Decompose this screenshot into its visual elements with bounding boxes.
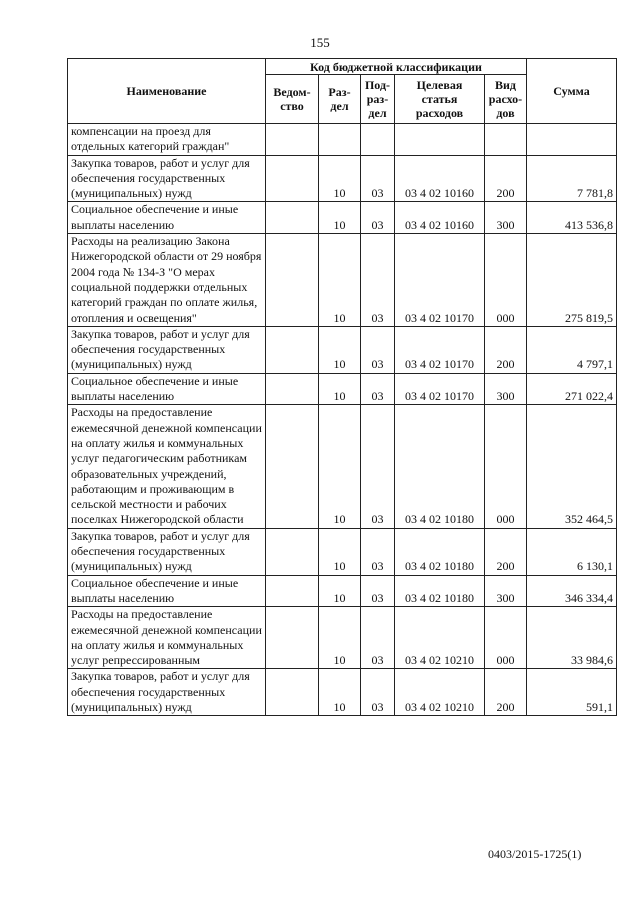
row-tsel: 03 4 02 10170: [395, 326, 485, 373]
header-vid: Вид расхо-дов: [485, 75, 527, 124]
row-podrazdel: 03: [361, 202, 395, 234]
row-podrazdel: 03: [361, 373, 395, 405]
table-row: [68, 155, 617, 202]
row-razdel: 10: [319, 326, 361, 373]
row-ved: [266, 669, 319, 716]
table-body: [68, 124, 617, 716]
table-row: [68, 528, 617, 575]
row-razdel: [319, 124, 361, 156]
row-vid: 200: [485, 528, 527, 575]
row-name: Закупка товаров, работ и услуг для обеспечения государственных (муниципальных) нужд: [68, 528, 266, 575]
row-razdel: 10: [319, 373, 361, 405]
row-razdel: 10: [319, 607, 361, 669]
row-ved: [266, 234, 319, 327]
header-classification-group: Код бюджетной классификации: [266, 59, 527, 75]
row-vid: 300: [485, 575, 527, 607]
row-ved: [266, 575, 319, 607]
row-summa: 413 536,8: [527, 202, 617, 234]
row-vid: 200: [485, 669, 527, 716]
row-ved: [266, 373, 319, 405]
page-number: 155: [310, 35, 330, 50]
row-vid: 200: [485, 155, 527, 202]
row-tsel: 03 4 02 10160: [395, 155, 485, 202]
row-name: Закупка товаров, работ и услуг для обеспечения государственных (муниципальных) нужд: [68, 669, 266, 716]
row-podrazdel: 03: [361, 607, 395, 669]
row-name: Закупка товаров, работ и услуг для обеспечения государственных (муниципальных) нужд: [68, 326, 266, 373]
row-razdel: 10: [319, 528, 361, 575]
row-summa: [527, 124, 617, 156]
row-ved: [266, 124, 319, 156]
row-name: компенсации на проезд для отдельных категорий граждан": [68, 124, 266, 156]
row-ved: [266, 405, 319, 528]
header-name: Наименование: [68, 59, 266, 124]
row-tsel: 03 4 02 10210: [395, 607, 485, 669]
row-podrazdel: [361, 124, 395, 156]
row-summa: 591,1: [527, 669, 617, 716]
table-row: [68, 373, 617, 405]
table-header: [68, 59, 617, 124]
row-vid: [485, 124, 527, 156]
row-name: Расходы на предоставление ежемесячной денежной компенсации на оплату жилья и коммунальных услуг педагогическим работникам образовательных учреждений, работающим и проживающим в сельской местности и рабочих поселках Нижегородской области: [68, 405, 266, 528]
row-summa: 4 797,1: [527, 326, 617, 373]
row-ved: [266, 607, 319, 669]
row-tsel: 03 4 02 10160: [395, 202, 485, 234]
row-razdel: 10: [319, 155, 361, 202]
row-vid: 200: [485, 326, 527, 373]
row-podrazdel: 03: [361, 575, 395, 607]
row-tsel: 03 4 02 10180: [395, 405, 485, 528]
row-tsel: 03 4 02 10180: [395, 528, 485, 575]
row-podrazdel: 03: [361, 326, 395, 373]
table-row: [68, 326, 617, 373]
row-vid: 000: [485, 234, 527, 327]
row-razdel: 10: [319, 234, 361, 327]
document-code: 0403/2015-1725(1): [488, 847, 582, 861]
row-name: Расходы на предоставление ежемесячной денежной компенсации на оплату жилья и коммунальных услуг репрессированным: [68, 607, 266, 669]
row-summa: 346 334,4: [527, 575, 617, 607]
header-tselevaya: Целевая статья расходов: [395, 75, 485, 124]
row-vid: 300: [485, 202, 527, 234]
table-row: [68, 234, 617, 327]
row-tsel: 03 4 02 10170: [395, 373, 485, 405]
row-name: Расходы на реализацию Закона Нижегородской области от 29 ноября 2004 года № 134-З "О мерах социальной поддержки отдельных категорий граждан по оплате жилья, отопления и освещения": [68, 234, 266, 327]
row-name: Социальное обеспечение и иные выплаты населению: [68, 575, 266, 607]
table-row: [68, 607, 617, 669]
header-vedomstvo: Ведом-ство: [266, 75, 319, 124]
header-podrazdel: Под-раз-дел: [361, 75, 395, 124]
row-summa: 352 464,5: [527, 405, 617, 528]
row-razdel: 10: [319, 202, 361, 234]
row-summa: 7 781,8: [527, 155, 617, 202]
row-tsel: [395, 124, 485, 156]
row-vid: 300: [485, 373, 527, 405]
row-razdel: 10: [319, 405, 361, 528]
row-vid: 000: [485, 607, 527, 669]
table-row: [68, 405, 617, 528]
row-name: Социальное обеспечение и иные выплаты населению: [68, 373, 266, 405]
row-podrazdel: 03: [361, 405, 395, 528]
row-tsel: 03 4 02 10180: [395, 575, 485, 607]
row-vid: 000: [485, 405, 527, 528]
table-row: [68, 124, 617, 156]
row-summa: 275 819,5: [527, 234, 617, 327]
row-ved: [266, 155, 319, 202]
budget-table: [67, 58, 617, 716]
header-summa: Сумма: [527, 59, 617, 124]
row-name: Социальное обеспечение и иные выплаты населению: [68, 202, 266, 234]
row-tsel: 03 4 02 10170: [395, 234, 485, 327]
row-ved: [266, 202, 319, 234]
header-razdel: Раз-дел: [319, 75, 361, 124]
row-razdel: 10: [319, 669, 361, 716]
row-summa: 6 130,1: [527, 528, 617, 575]
row-podrazdel: 03: [361, 669, 395, 716]
row-podrazdel: 03: [361, 528, 395, 575]
row-tsel: 03 4 02 10210: [395, 669, 485, 716]
table-row: [68, 202, 617, 234]
table-row: [68, 575, 617, 607]
row-podrazdel: 03: [361, 234, 395, 327]
row-name: Закупка товаров, работ и услуг для обеспечения государственных (муниципальных) нужд: [68, 155, 266, 202]
row-ved: [266, 326, 319, 373]
row-summa: 271 022,4: [527, 373, 617, 405]
row-ved: [266, 528, 319, 575]
row-summa: 33 984,6: [527, 607, 617, 669]
row-podrazdel: 03: [361, 155, 395, 202]
row-razdel: 10: [319, 575, 361, 607]
table-row: [68, 669, 617, 716]
